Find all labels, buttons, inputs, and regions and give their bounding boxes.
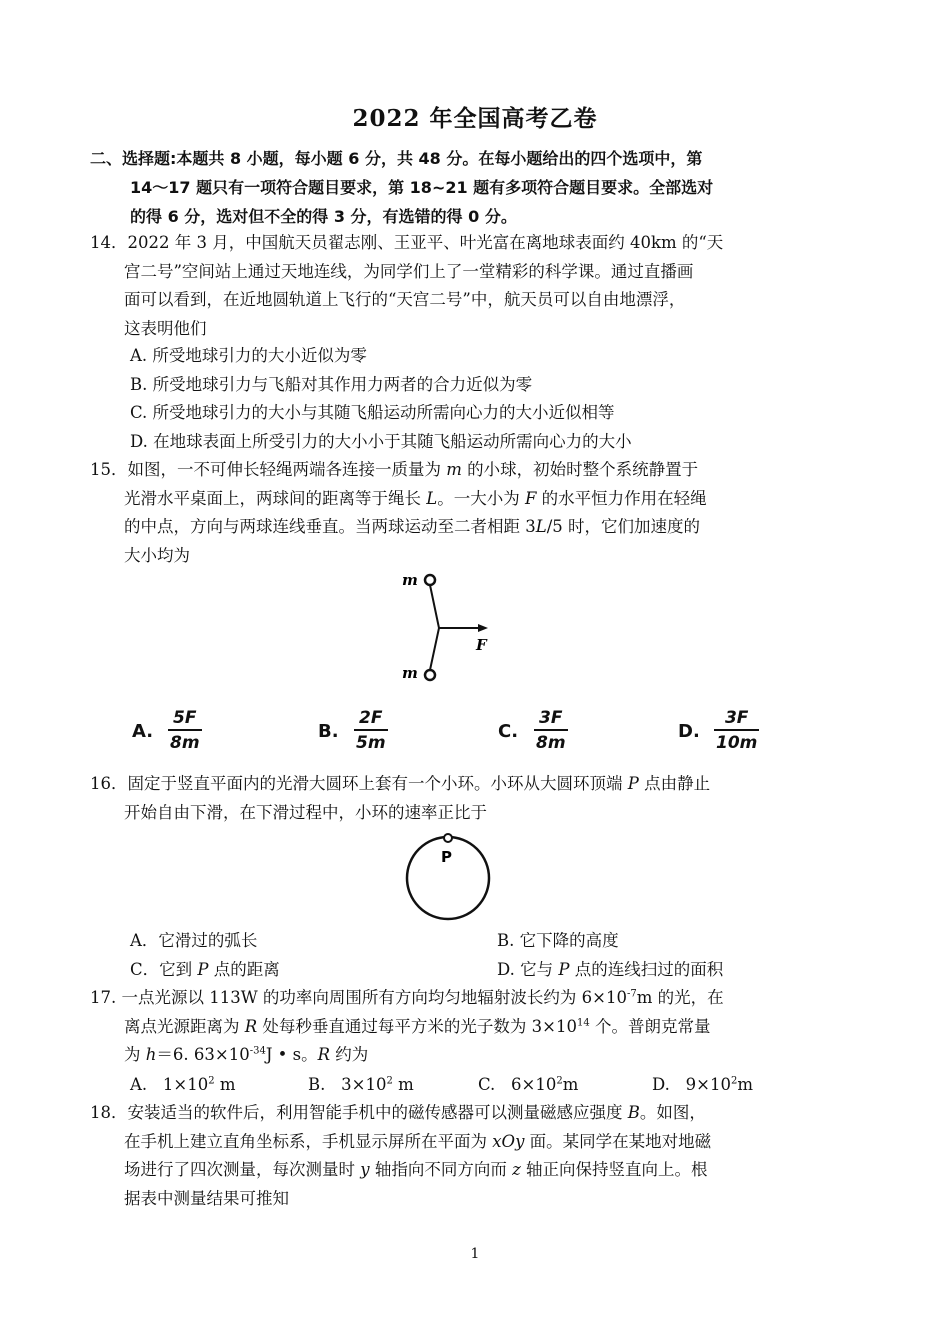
q15-option-b-fraction: 2F 5m	[356, 708, 386, 753]
q15-option-d-fraction: 3F 10m	[716, 708, 758, 753]
q15-force-label: F	[476, 636, 487, 654]
q15-line-2: 光滑水平桌面上，两球间的距离等于绳长 L。一大小为 F 的水平恒力作用在轻绳	[124, 488, 707, 508]
q14-option-c: C. 所受地球引力的大小与其随飞船运动所需向心力的大小近似相等	[130, 403, 615, 422]
q15-option-a-fraction: 5F 8m	[170, 708, 200, 753]
q17-line-2: 离点光源距离为 R 处每秒垂直通过每平方米的光子数为 $3\times 10^{14}$ 个。普朗克常量	[124, 1016, 711, 1036]
question-18	[90, 1099, 820, 1213]
q14-line-3: 面可以看到，在近地圆轨道上飞行的“天宫二号”中，航天员可以自由地漂浮，	[124, 290, 686, 309]
q15-option-c-fraction: 3F 8m	[536, 708, 566, 753]
page-number: 1	[470, 1246, 480, 1262]
q16-small-ring	[444, 834, 452, 842]
q16-point-label: P	[441, 848, 452, 866]
q14-line-4: 这表明他们	[124, 318, 207, 338]
section-line-1: 二、选择题:本题共 8 小题，每小题 6 分，共 48 分。在每小题给出的四个选项中，第	[90, 149, 703, 168]
q15-arrow-head	[478, 624, 488, 632]
section-line-3: 的得 6 分，选对但不全的得 3 分，有选错的得 0 分。	[130, 207, 517, 226]
q18-line-1: 18．安装适当的软件后，利用智能手机中的磁传感器可以测量磁感应强度 B。如图，	[90, 1103, 706, 1122]
q15-rope	[430, 585, 439, 670]
section-line-2: 14～17 题只有一项符合题目要求，第 18~21 题有多项符合题目要求。全部选对	[130, 178, 714, 197]
q15-figure	[390, 568, 510, 688]
q18-line-4: 据表中测量结果可推知	[124, 1188, 289, 1208]
q16-figure	[400, 830, 500, 922]
q17-option-b: B. $3\times 10^2$ m	[308, 1075, 414, 1094]
q15-line-1: 15．如图，一不可伸长轻绳两端各连接一质量为 m 的小球，初始时整个系统静置于	[90, 460, 699, 479]
q15-line-3: 的中点，方向与两球连线垂直。当两球运动至二者相距 3L/5 时，它们加速度的	[124, 517, 701, 536]
question-15	[90, 456, 820, 570]
q15-option-a-label: A.	[132, 721, 154, 742]
q15-top-ball	[425, 575, 435, 585]
q17-option-c: C. $6\times 10^2m$	[478, 1075, 579, 1094]
q15-option-c-label: C.	[498, 721, 519, 742]
q16-option-d: D. 它与 P 点的连线扫过的面积	[497, 960, 724, 979]
question-16	[90, 770, 820, 827]
q15-option-b-label: B.	[318, 721, 339, 742]
q15-bottom-ball	[425, 670, 435, 680]
q16-option-b: B. 它下降的高度	[497, 931, 619, 950]
q14-option-b: B. 所受地球引力与飞船对其作用力两者的合力近似为零	[130, 375, 533, 394]
q14-option-a: A. 所受地球引力的大小近似为零	[130, 346, 367, 365]
question-17	[90, 984, 820, 1070]
q14-line-1: 14．2022 年 3 月，中国航天员翟志刚、王亚平、叶光富在离地球表面约 40km 的“天	[90, 233, 724, 252]
question-14	[90, 229, 820, 343]
q15-line-4: 大小均为	[124, 545, 190, 565]
q17-line-3: 为 h＝6. $63\times 10^{-34}J$ • s。R 约为	[124, 1045, 369, 1064]
q18-line-3: 场进行了四次测量，每次测量时 y 轴指向不同方向而 z 轴正向保持竖直向上。根	[124, 1160, 708, 1179]
page-title: 2022 年全国高考乙卷	[352, 105, 598, 132]
q17-line-1: 17. 一点光源以 113W 的功率向周围所有方向均匀地辐射波长约为 $6\times 10^{-7}m$ 的光，在	[90, 988, 724, 1007]
q14-line-2: 宫二号”空间站上通过天地连线，为同学们上了一堂精彩的科学课。通过直播画	[124, 261, 694, 281]
q17-option-a: A. $1\times 10^2$ m	[130, 1075, 236, 1094]
q16-line-1: 16．固定于竖直平面内的光滑大圆环上套有一个小环。小环从大圆环顶端 P 点由静止	[90, 774, 711, 793]
q15-option-d-label: D.	[678, 721, 700, 742]
section-instructions	[90, 144, 820, 231]
q16-option-a: A．它滑过的弧长	[130, 931, 258, 950]
q16-option-c: C．它到 P 点的距离	[130, 960, 280, 979]
q15-bottom-mass-label: m	[402, 664, 418, 682]
q14-option-d: D. 在地球表面上所受引力的大小小于其随飞船运动所需向心力的大小	[130, 432, 632, 451]
q18-line-2: 在手机上建立直角坐标系，手机显示屏所在平面为 xOy 面。某同学在某地对地磁	[124, 1131, 712, 1151]
q15-top-mass-label: m	[402, 571, 418, 589]
q16-line-2: 开始自由下滑，在下滑过程中，小环的速率正比于	[124, 802, 487, 822]
q17-option-d: D. $9\times 10^2m$	[652, 1075, 753, 1094]
